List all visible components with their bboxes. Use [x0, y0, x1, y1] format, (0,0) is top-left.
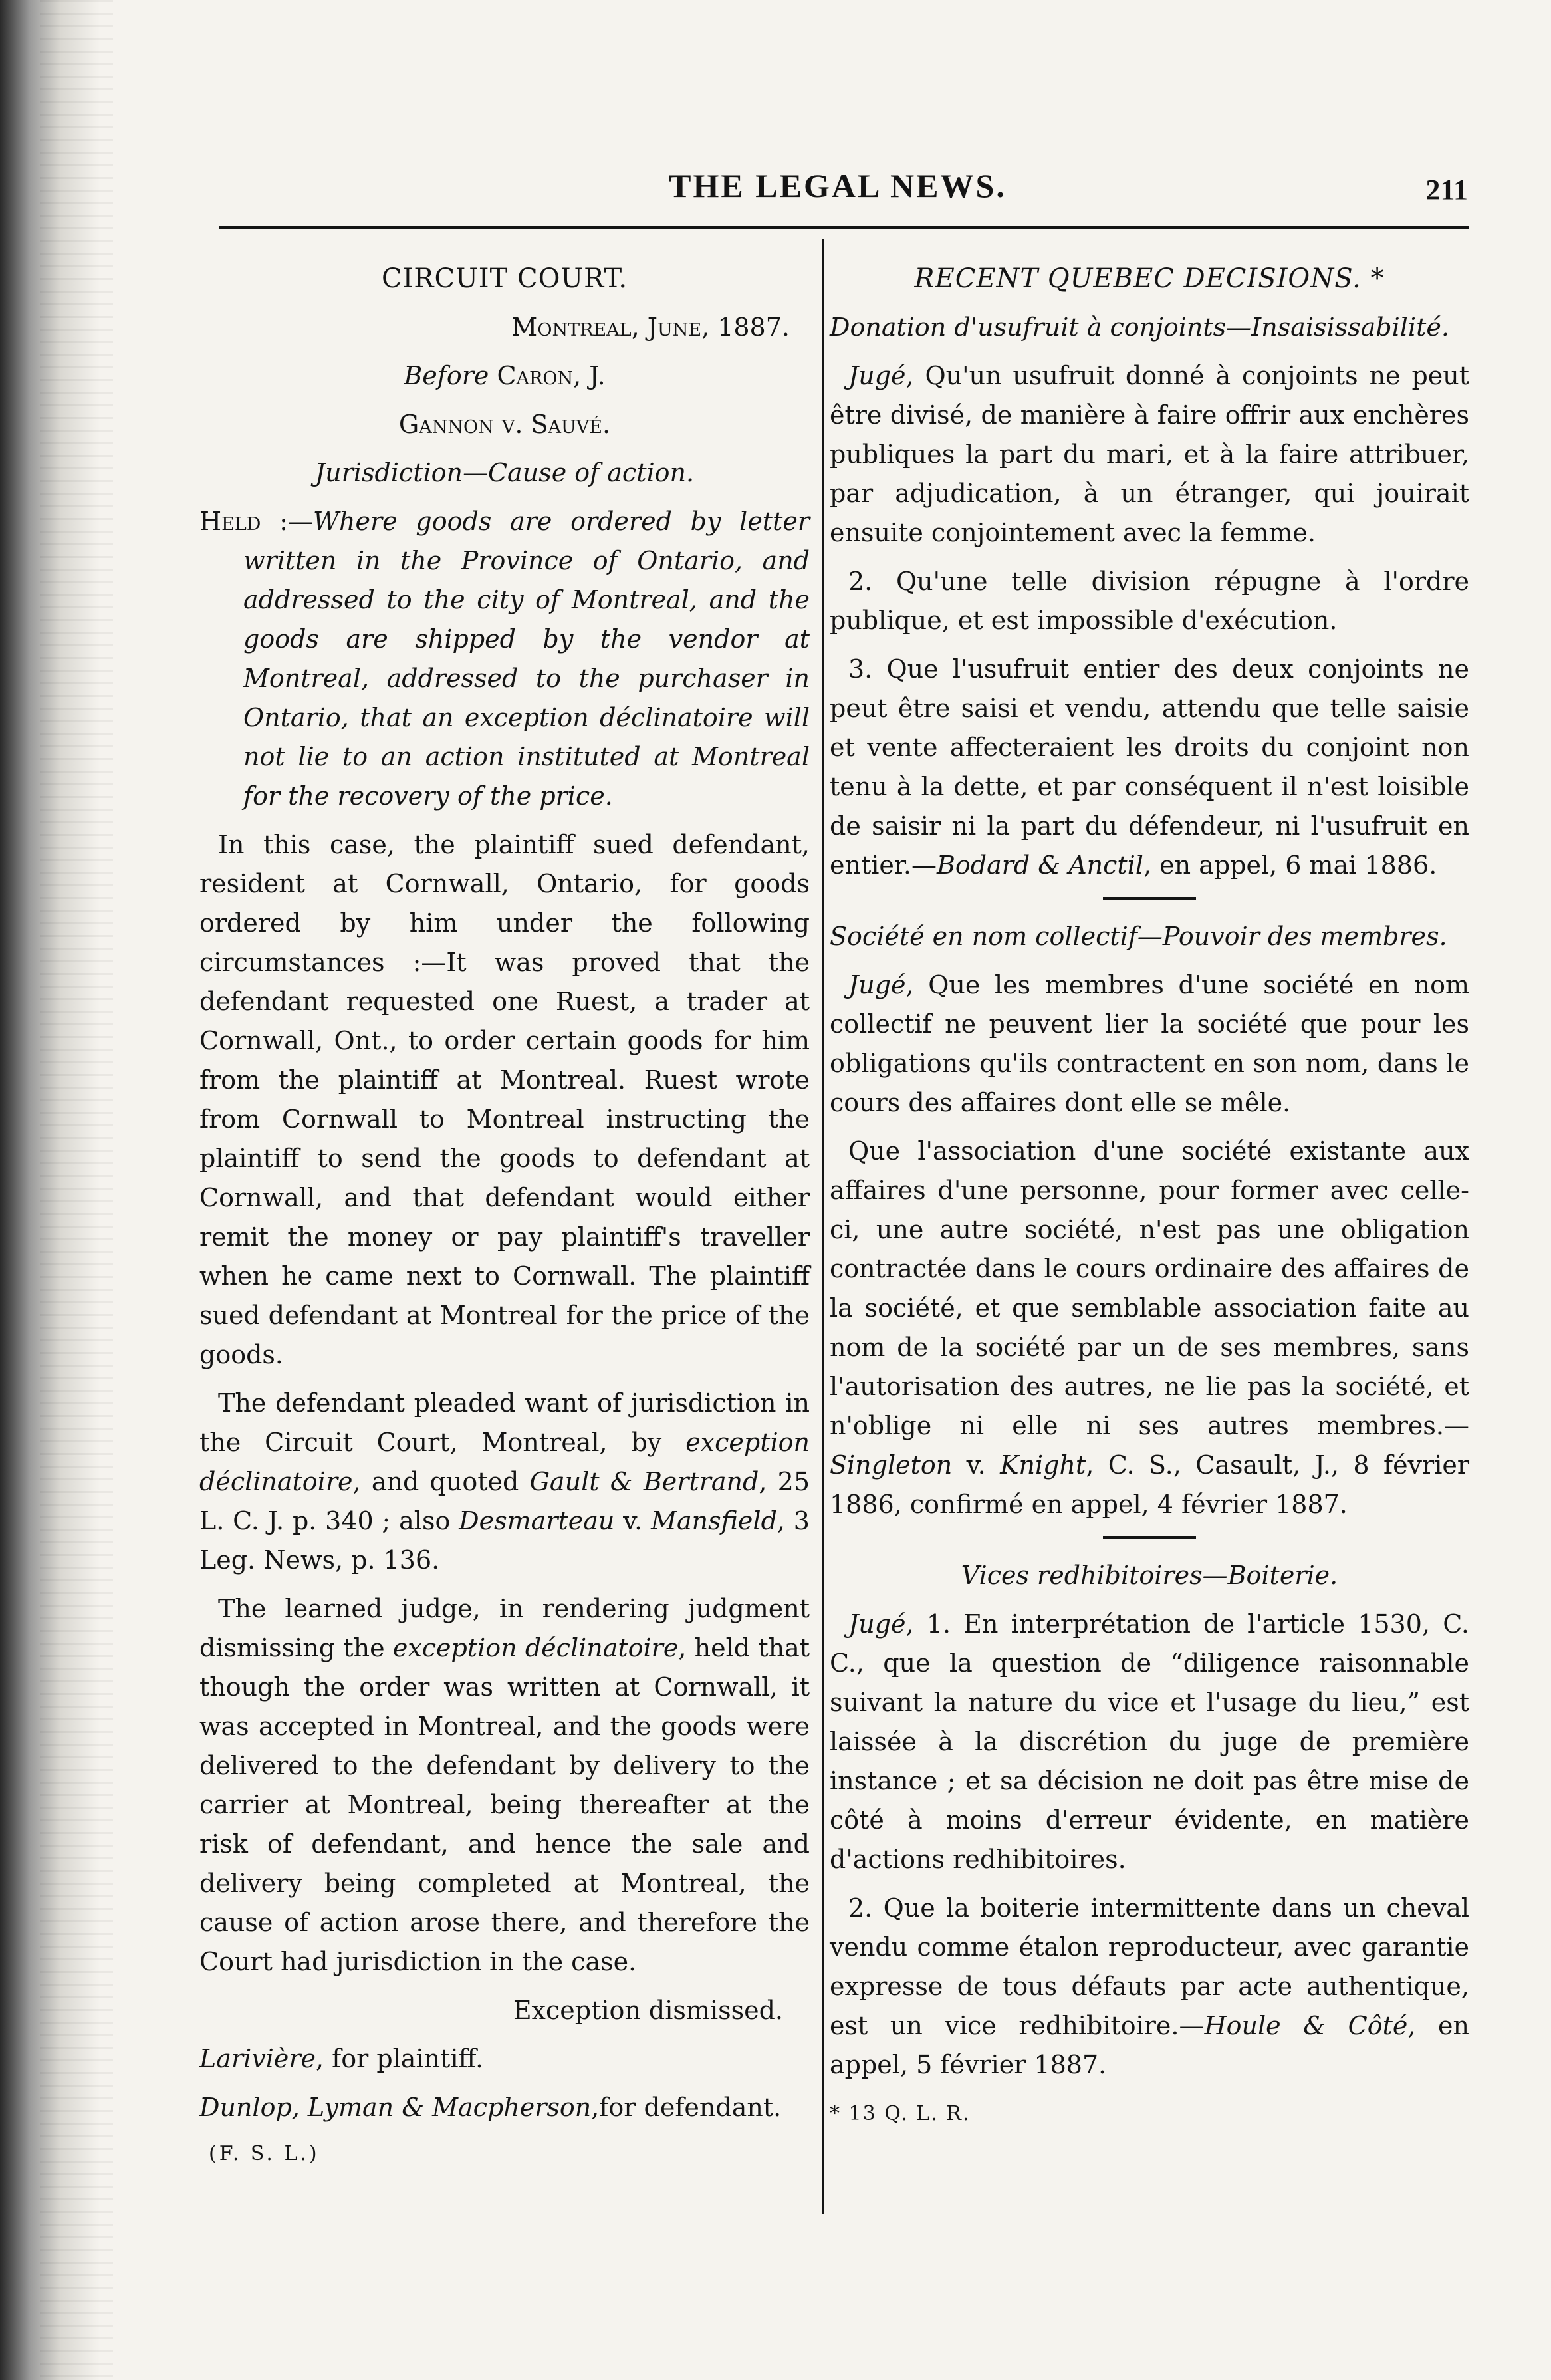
section-divider [1103, 897, 1196, 900]
text-run: , 25 L. C. J. p. 340 ; also [199, 1467, 810, 1535]
case-paragraph [830, 1605, 1469, 1879]
citation: Singleton [830, 1450, 953, 1480]
paragraph-facts: In this case, the plaintiff sued defendant, resident at Cornwall, Ontario, for goods ordered by him under the following circumstances :—It was proved that the defendant requested one Ruest, a trader at Cornwall, Ont., to order certain goods for him from the plaintiff at Montreal. Ruest wrote from Cornwall to Montreal instructing the plaintiff to send the goods to defendant at Cornwall, and that defendant would either remit the money or pay plaintiff's traveller when he came next to Cornwall. The plaintiff sued defendant at Montreal for the price of the goods. [199, 830, 810, 1369]
disposition: Exception dismissed. [513, 1996, 783, 2025]
case-paragraph [830, 1889, 1469, 2085]
page-number: 211 [1425, 174, 1468, 206]
counsel-plaintiff [199, 2040, 810, 2079]
text-run: The defendant pleaded want of jurisdiction in the Circuit Court, Montreal, by [199, 1388, 810, 1457]
case-paragraph [830, 650, 1469, 885]
text-run: , 3 Leg. News, p. 136. [199, 1506, 810, 1575]
text-run: 2. Que la boiterie intermittente dans un cheval vendu comme étalon reproducteur, avec garantie expresse de tous défauts par acte authentique, est un vice redhibitoire.— [830, 1893, 1469, 2040]
text-run: , and quoted [352, 1467, 530, 1496]
paragraph-plea [199, 1384, 810, 1580]
before-prefix: Before [404, 361, 489, 390]
case-title: Société en nom collectif—Pouvoir des membres. [830, 922, 1447, 951]
scan-noise [40, 0, 113, 2380]
held-text: Where goods are ordered by letter written in the Province of Ontario, and addressed to the city of Montreal, and the goods are shipped by the vendor at Montreal, addressed to the purchaser in Ontario, that an exception déclinatoire will not lie to an action instituted at Montreal for the recovery of the price. [243, 507, 810, 811]
case-paragraph [830, 966, 1469, 1123]
right-column [830, 259, 1469, 2143]
counsel-defendant [199, 2088, 810, 2127]
text-run: , C. S., Casault, J., 8 février 1886, confirmé en appel, 4 février 1887. [830, 1450, 1469, 1519]
italic-run: Gault & Bertrand [529, 1467, 759, 1496]
held-label: Held :— [199, 507, 313, 536]
running-title: THE LEGAL NEWS. [669, 167, 1007, 204]
juge-label: Jugé [848, 361, 906, 390]
case-title: Donation d'usufruit à conjoints—Insaisissabilité. [830, 313, 1449, 342]
footnote: * 13 Q. L. R. [830, 2102, 971, 2125]
case-title: Vices redhibitoires—Boiterie. [961, 1561, 1338, 1590]
reporter-initials: (F. S. L.) [209, 2142, 320, 2165]
juge-label: Jugé [848, 1609, 906, 1639]
text-run: v. [952, 1450, 1001, 1480]
counsel-role: , for plaintiff. [315, 2044, 484, 2073]
citation: Houle & Côté [1204, 2011, 1408, 2040]
case-subject: Jurisdiction—Cause of action. [314, 458, 695, 487]
text-run: , 1. En interprétation de l'article 1530, C. C., que la question de “diligence raisonnable suivant la nature du vice et l'usage du lieu,” est laissée à la discrétion du juge de première instance ; et sa décision ne doit pas être mise de côté à moins d'erreur évidente, en matière d'actions redhibitoires. [830, 1609, 1469, 1874]
text-run: , held that though the order was written at Cornwall, it was accepted in Montreal, and the goods were delivered to the defendant by delivery to the carrier at Montreal, being thereafter at the risk of defendant, and hence the sale and delivery being completed at Montreal, the cause of action arose there, and therefore the Court had jurisdiction in the case. [199, 1633, 810, 1976]
case-paragraph: 2. Qu'une telle division répugne à l'ordre publique, et est impossible d'exécution. [830, 567, 1469, 635]
case-name: Gannon v. Sauvé. [398, 410, 611, 439]
text-run: , en appel, 6 mai 1886. [1143, 851, 1437, 880]
column-divider [822, 239, 824, 2214]
text-run: Que l'association d'une société existante aux affaires d'une personne, pour former avec celle-ci, une autre société, n'est pas une obligation contractée dans le cours ordinaire des affaires de la société, et que semblable association faite au nom de la société par un de ses membres, sans l'autorisation des autres, ne lie pas la société, et n'oblige ni elle ni ses autres membres.— [830, 1136, 1469, 1440]
italic-run: Mansfield [651, 1506, 777, 1535]
counsel-name: Dunlop, Lyman & Macpherson [199, 2093, 592, 2122]
court-heading: CIRCUIT COURT. [381, 263, 628, 294]
section-heading: RECENT QUEBEC DECISIONS. * [914, 263, 1385, 294]
text-run: , Qu'un usufruit donné à conjoints ne peut être divisé, de manière à faire offrir aux enchères publiques la part du mari, et à la faire attribuer, par adjudication, à un étranger, qui jouirait ensuite conjointement avec la femme. [830, 361, 1469, 547]
italic-run: exception déclinatoire [392, 1633, 679, 1662]
text-run: , Que les membres d'une société en nom collectif ne peuvent lier la société que pour les obligations qu'ils contractent en son nom, dans le cours des affaires dont elle se mêle. [830, 970, 1469, 1117]
italic-run: Desmarteau [459, 1506, 615, 1535]
location-date: Montreal, June, 1887. [511, 313, 790, 342]
header-rule [219, 226, 1469, 229]
text-run: , en appel, 5 février 1887. [830, 2011, 1469, 2079]
citation: Knight [1000, 1450, 1086, 1480]
held-paragraph [199, 502, 810, 816]
paragraph-judgment [199, 1589, 810, 1982]
case-paragraph [830, 356, 1469, 553]
text-run: 3. Que l'usufruit entier des deux conjoints ne peut être saisi et vendu, attendu que telle saisie et vente affecteraient les droits du conjoint non tenu à la dette, et par conséquent il n'est loisible de saisir ni la part du défendeur, ni l'usufruit en entier.— [830, 654, 1469, 880]
judge-name: Caron, J. [497, 361, 606, 390]
before-line [199, 356, 810, 396]
text-run: The learned judge, in rendering judgment dismissing the [199, 1594, 810, 1662]
section-divider [1103, 1536, 1196, 1539]
left-column [199, 259, 810, 2182]
counsel-role: ,for defendant. [591, 2093, 782, 2122]
italic-run: exception déclinatoire [199, 1428, 810, 1496]
case-paragraph [830, 1132, 1469, 1524]
juge-label: Jugé [848, 970, 906, 999]
counsel-name: Larivière [199, 2044, 316, 2073]
text-run: v. [614, 1506, 652, 1535]
citation: Bodard & Anctil [936, 851, 1143, 880]
